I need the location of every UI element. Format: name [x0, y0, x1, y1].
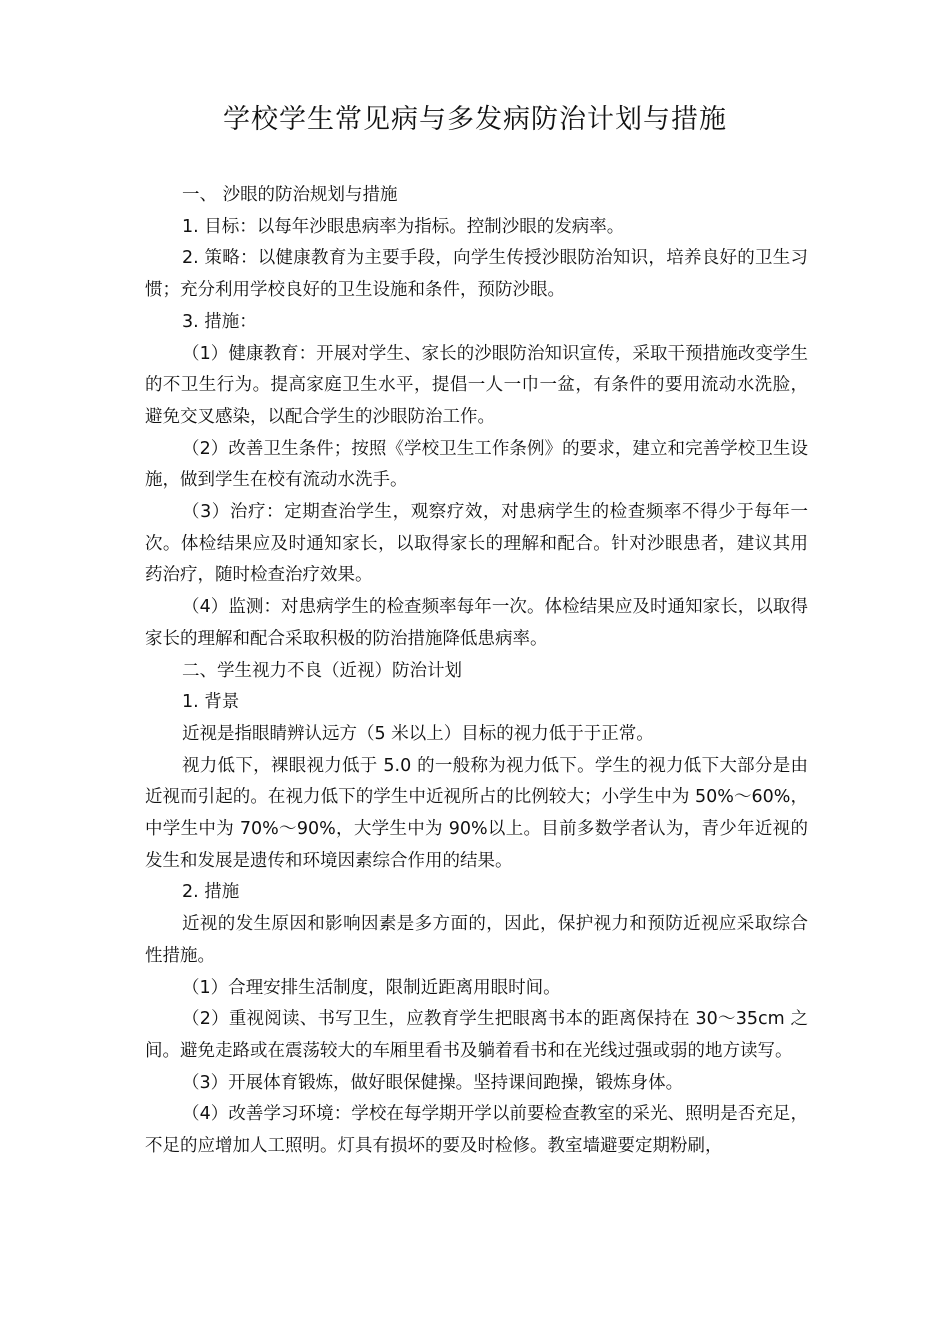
paragraph-comprehensive-measures: 近视的发生原因和影响因素是多方面的，因此，保护视力和预防近视应采取综合性措施。	[145, 914, 808, 966]
section-heading-myopia: 二、学生视力不良（近视）防治计划	[182, 660, 462, 681]
paragraph-sanitation: （2）改善卫生条件；按照《学校卫生工作条例》的要求，建立和完善学校卫生设施，做到学生在校有流动水洗手。	[145, 438, 808, 491]
paragraph-low-vision: 视力低下，裸眼视力低于 5.0 的一般称为视力低下。学生的视力低下大部分是由近视而引起的。在视力低下的学生中近视所占的比例较大；小学生中为 50%～60%，中学生中为 70%～90%，大学生中为 90%以上。目前多数学者认为，青少年近视的发生和发展是遗传和环境因素综合作用的结果。	[145, 755, 808, 871]
paragraph-treatment: （3）治疗：定期查治学生，观察疗效，对患病学生的检查频率不得少于每年一次。体检结果应及时通知家长，以取得家长的理解和配合。针对沙眼患者，建议其用药治疗，随时检查治疗效果。	[145, 502, 808, 586]
document-title: 学校学生常见病与多发病防治计划与措施	[223, 104, 727, 135]
paragraph-environment: （4）改善学习环境：学校在每学期开学以前要检查教室的采光、照明是否充足，不足的应增加人工照明。灯具有损坏的要及时检修。教室墙避要定期粉刷，	[145, 1104, 808, 1157]
paragraph-goal: 1. 目标：以每年沙眼患病率为指标。控制沙眼的发病率。	[182, 216, 625, 237]
paragraph-strategy: 2. 策略：以健康教育为主要手段，向学生传授沙眼防治知识，培养良好的卫生习惯；充分利用学校良好的卫生设施和条件，预防沙眼。	[145, 248, 808, 301]
paragraph-monitoring: （4）监测：对患病学生的检查频率每年一次。体检结果应及时通知家长，以取得家长的理解和配合采取积极的防治措施降低患病率。	[145, 597, 808, 649]
section-heading-trachoma: 一、 沙眼的防治规划与措施	[182, 185, 398, 205]
paragraph-exercise: （3）开展体育锻炼，做好眼保健操。坚持课间跑操，锻炼身体。	[182, 1072, 684, 1093]
paragraph-health-education: （1）健康教育：开展对学生、家长的沙眼防治知识宣传，采取干预措施改变学生的不卫生行为。提高家庭卫生水平，提倡一人一巾一盆，有条件的要用流动水洗脸，避免交叉感染，以配合学生的沙眼防治工作。	[145, 343, 808, 427]
paragraph-measures2-heading: 2. 措施	[182, 882, 240, 903]
paragraph-myopia-definition: 近视是指眼睛辨认远方（5 米以上）目标的视力低于于正常。	[182, 723, 654, 744]
paragraph-reading-hygiene: （2）重视阅读、书写卫生，应教育学生把眼离书本的距离保持在 30～35cm 之间。避免走路或在震荡较大的车厢里看书及躺着看书和在光线过强或弱的地方读写。	[145, 1009, 808, 1061]
document-body	[145, 180, 808, 1163]
paragraph-schedule: （1）合理安排生活制度，限制近距离用眼时间。	[182, 977, 561, 998]
paragraph-measures-heading: 3. 措施：	[182, 311, 257, 332]
paragraph-background-heading: 1. 背景	[182, 692, 240, 713]
